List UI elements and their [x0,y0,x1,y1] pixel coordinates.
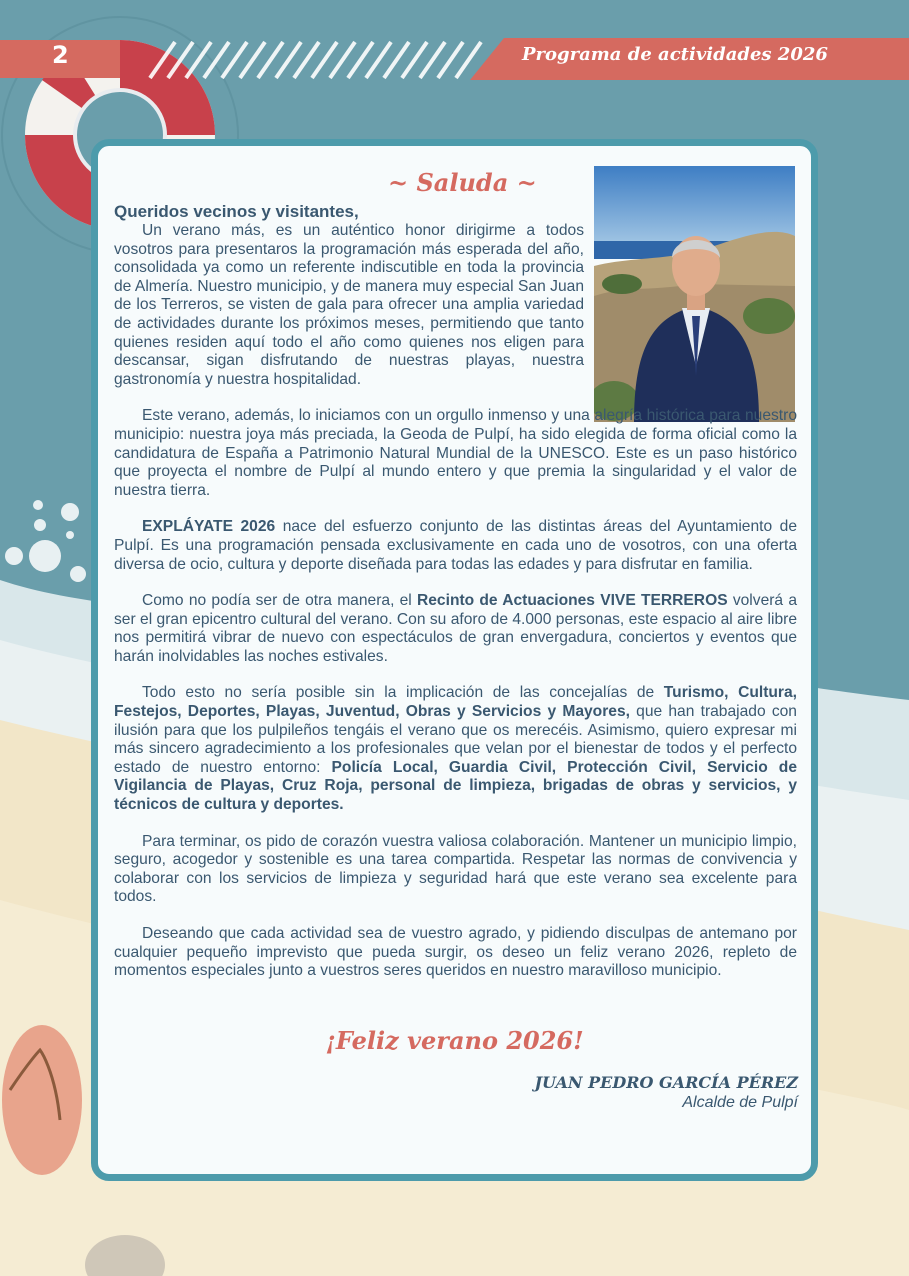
paragraph-5 [114,684,797,814]
venue-name: Recinto de Actuaciones VIVE TERREROS [417,592,728,610]
paragraph-3 [114,518,797,574]
paragraph-2: Este verano, además, lo iniciamos con un orgullo inmenso y una alegría histórica para nuestro municipio: nuestra joya más preciada, la Geoda de Pulpí, ha sido elegida de forma oficial como la candidatura de España a Patrimonio Natural Mundial de la UNESCO. Este es un paso histórico que proyecta el nombre de Pulpí al mundo entero y que premia la singularidad y el valor de nuestra tierra. [114,407,797,499]
letter-body [114,202,797,999]
page-number: 2 [52,41,69,69]
services-list: Policía Local, Guardia Civil, Protección Civil, Servicio de Vigilancia de Playas, Cruz Roja, personal de limpieza, brigadas de obras y servicios, y técnicos de cultura y deportes. [114,758,797,814]
header-title: Programa de actividades 2026 [522,44,828,65]
letter-greeting: Queridos vecinos y visitantes, [114,202,359,221]
paragraph-4-text-a: Como no podía ser de otra manera, el [142,592,417,610]
paragraph-5-text-a: Todo esto no sería posible sin la implicación de las concejalías de [142,684,664,702]
paragraph-4 [114,592,797,666]
departments-list: Turismo, Cultura, Festejos, Deportes, Playas, Juventud, Obras y Servicios y Mayores, [114,684,797,721]
letter-heading: ~ Saluda ~ [388,168,537,197]
closing-line: ¡Feliz verano 2026! [325,1026,584,1055]
paragraph-6: Para terminar, os pido de corazón vuestra valiosa colaboración. Mantener un municipio limpio, seguro, acogedor y sostenible es una tarea compartida. Respetar las normas de convivencia y colaborar con los servicios de limpieza y seguridad hará que este verano sea excelente para todos. [114,832,797,906]
paragraph-7: Deseando que cada actividad sea de vuestro agrado, y pidiendo disculpas de antemano por cualquier pequeño imprevisto que pueda surgir, os deseo un feliz verano 2026, repleto de momentos especiales junto a vuestros seres queridos en nuestro maravilloso municipio. [114,925,797,980]
paragraph-5-text-b: que han trabajado con ilusión para que los pulpileños tengáis el verano que os merecéis. Asimismo, quiero expresar mi más sincero agradecimiento a los profesionales que velan por el bienestar de todos y el perfecto estado de nuestro entorno: [114,703,797,776]
signature-role: Alcalde de Pulpí [682,1094,798,1111]
program-name: EXPLÁYATE 2026 [142,518,276,536]
paragraph-1: Un verano más, es un auténtico honor dirigirme a todos vosotros para presentaros la programación más esperada del año, consolidada ya como un referente indiscutible en toda la provincia de Almería. Nuestro municipio, y de manera muy especial San Juan de los Terreros, se visten de gala para ofrecer una amplia variedad de actividades durante los próximos meses, permitiendo que tanto quienes residen aquí todo el año como quienes nos eligen para descansar, sigan disfrutando de nuestras playas, nuestra gastronomía y nuestra hospitalidad. [114,222,584,388]
paragraph-4-text-b: volverá a ser el gran epicentro cultural del verano. Con su aforo de 4.000 personas, este espacio al aire libre nos permitirá vibrar de nuevo con espectáculos de gran envergadura, conciertos y eventos que harán inolvidables las noches estivales. [114,592,798,665]
paragraph-3-text: nace del esfuerzo conjunto de las distintas áreas del Ayuntamiento de Pulpí. Es una programación pensada exclusivamente en cada uno de vosotros, con una oferta diversa de ocio, cultura y deporte diseñada para todas las edades y para disfrutar en familia. [114,518,797,573]
signature-name: JUAN PEDRO GARCÍA PÉREZ [534,1073,798,1092]
